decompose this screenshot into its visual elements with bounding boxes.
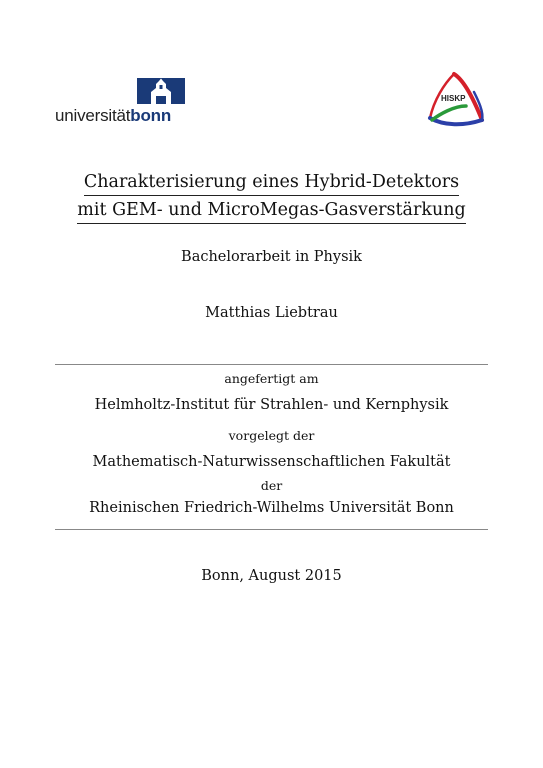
hiskp-logo xyxy=(424,70,488,130)
divider-top xyxy=(55,364,488,365)
author-name: Matthias Liebtrau xyxy=(205,305,338,321)
of-label: der xyxy=(260,478,283,493)
hiskp-logo-text: HISKP xyxy=(441,94,466,103)
university-bonn-logo xyxy=(55,78,185,126)
place-date: Bonn, August 2015 xyxy=(201,568,342,584)
university-logo-text: universitätbonn xyxy=(55,106,172,125)
faculty-name: Mathematisch-Naturwissenschaftlichen Fakultät xyxy=(92,454,451,470)
thesis-type: Bachelorarbeit in Physik xyxy=(181,249,362,265)
divider-bottom xyxy=(55,529,488,530)
title-line-2: mit GEM- und MicroMegas-Gasverstärkung xyxy=(0,198,543,224)
university-name: Rheinischen Friedrich-Wilhelms Universität Bonn xyxy=(89,500,454,516)
made-at-label: angefertigt am xyxy=(224,371,319,386)
institute-name: Helmholtz-Institut für Strahlen- und Kernphysik xyxy=(94,397,449,413)
university-building-icon xyxy=(137,78,185,104)
title-line-1: Charakterisierung eines Hybrid-Detektors xyxy=(0,170,543,196)
submitted-label: vorgelegt der xyxy=(228,428,315,443)
